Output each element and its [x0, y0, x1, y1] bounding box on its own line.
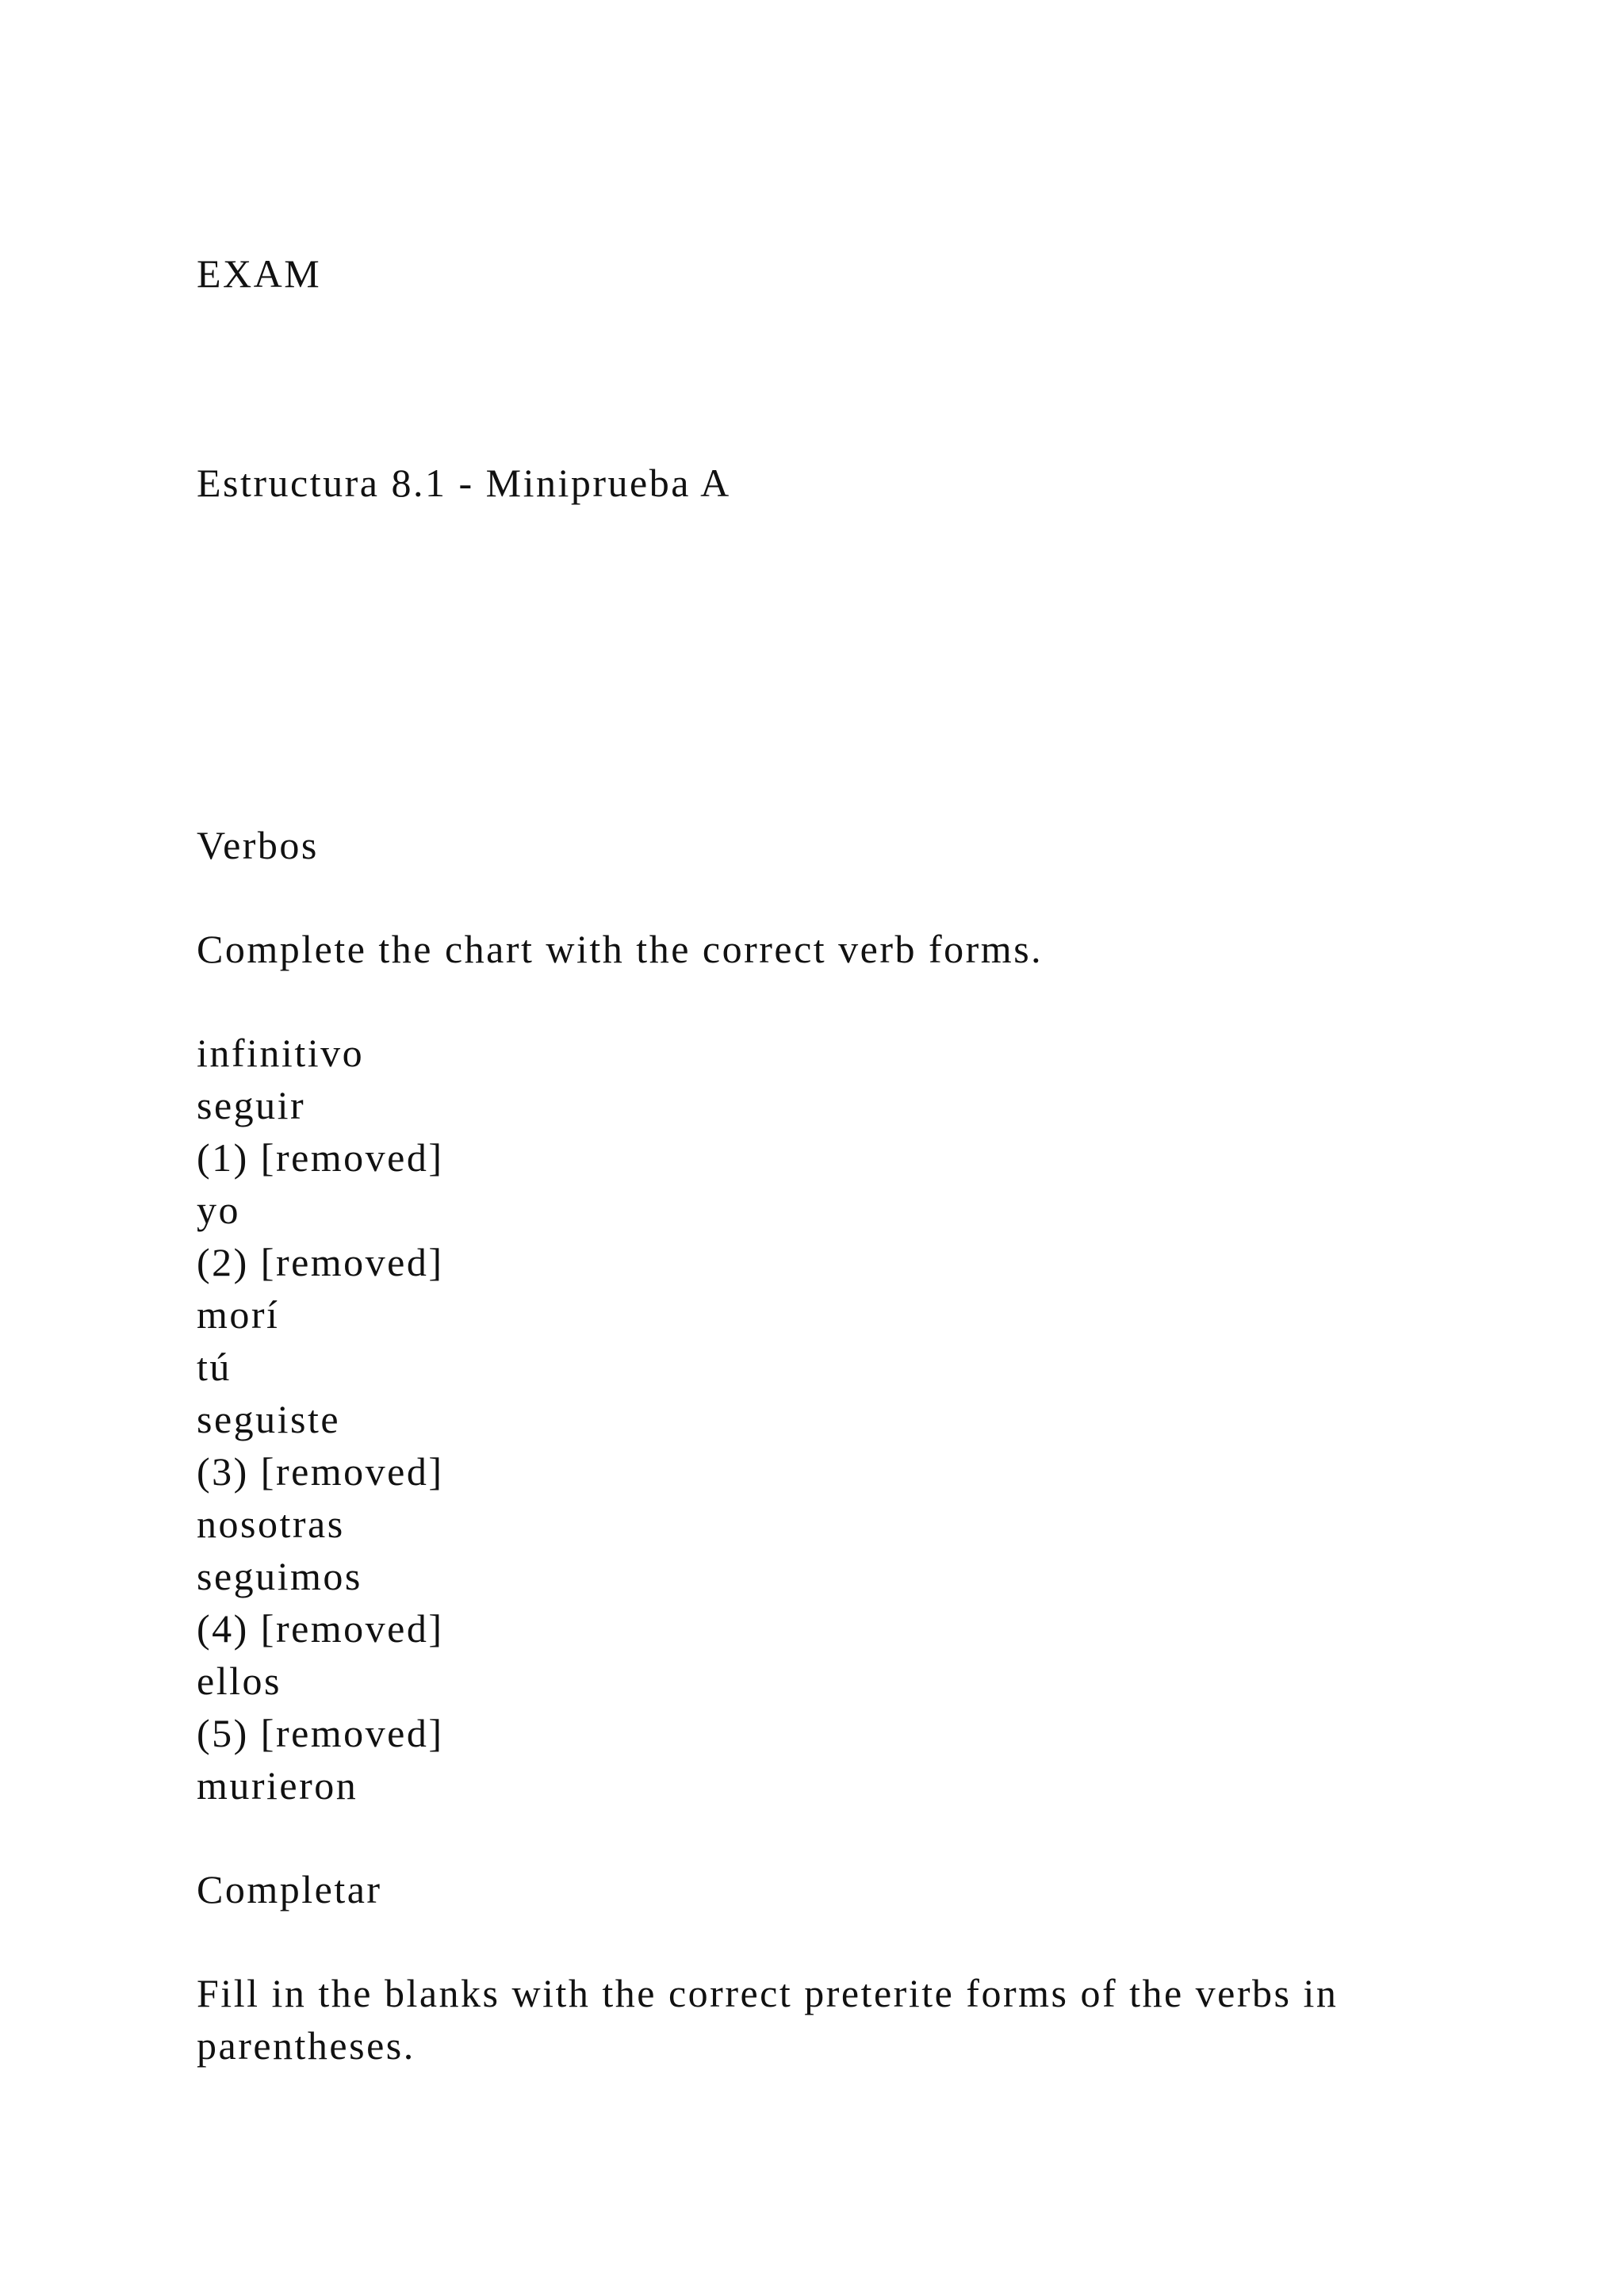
- chart-line: seguiste: [197, 1397, 341, 1441]
- chart-line: (3) [removed]: [197, 1449, 444, 1494]
- chart-line: seguir: [197, 1083, 306, 1127]
- chart-line: ellos: [197, 1659, 282, 1703]
- section-title-verbos: Verbos: [197, 823, 319, 867]
- chart-line: murieron: [197, 1763, 358, 1808]
- chart-line: (5) [removed]: [197, 1711, 444, 1755]
- chart-line: infinitivo: [197, 1031, 365, 1075]
- exam-heading: EXAM: [197, 251, 322, 296]
- quiz-subtitle: Estructura 8.1 - Miniprueba A: [197, 461, 731, 505]
- section-instruction-completar: Fill in the blanks with the correct preterite forms of the verbs in parentheses.: [197, 1971, 1339, 2068]
- chart-line: (2) [removed]: [197, 1240, 444, 1284]
- chart-line: morí: [197, 1292, 280, 1337]
- chart-line: seguimos: [197, 1554, 362, 1598]
- chart-line: (1) [removed]: [197, 1135, 444, 1180]
- chart-line: nosotras: [197, 1502, 345, 1546]
- chart-line: tú: [197, 1345, 232, 1389]
- chart-line: (4) [removed]: [197, 1606, 444, 1651]
- section-instruction-verbos: Complete the chart with the correct verb forms.: [197, 927, 1044, 971]
- chart-line: yo: [197, 1188, 240, 1232]
- section-title-completar: Completar: [197, 1867, 382, 1911]
